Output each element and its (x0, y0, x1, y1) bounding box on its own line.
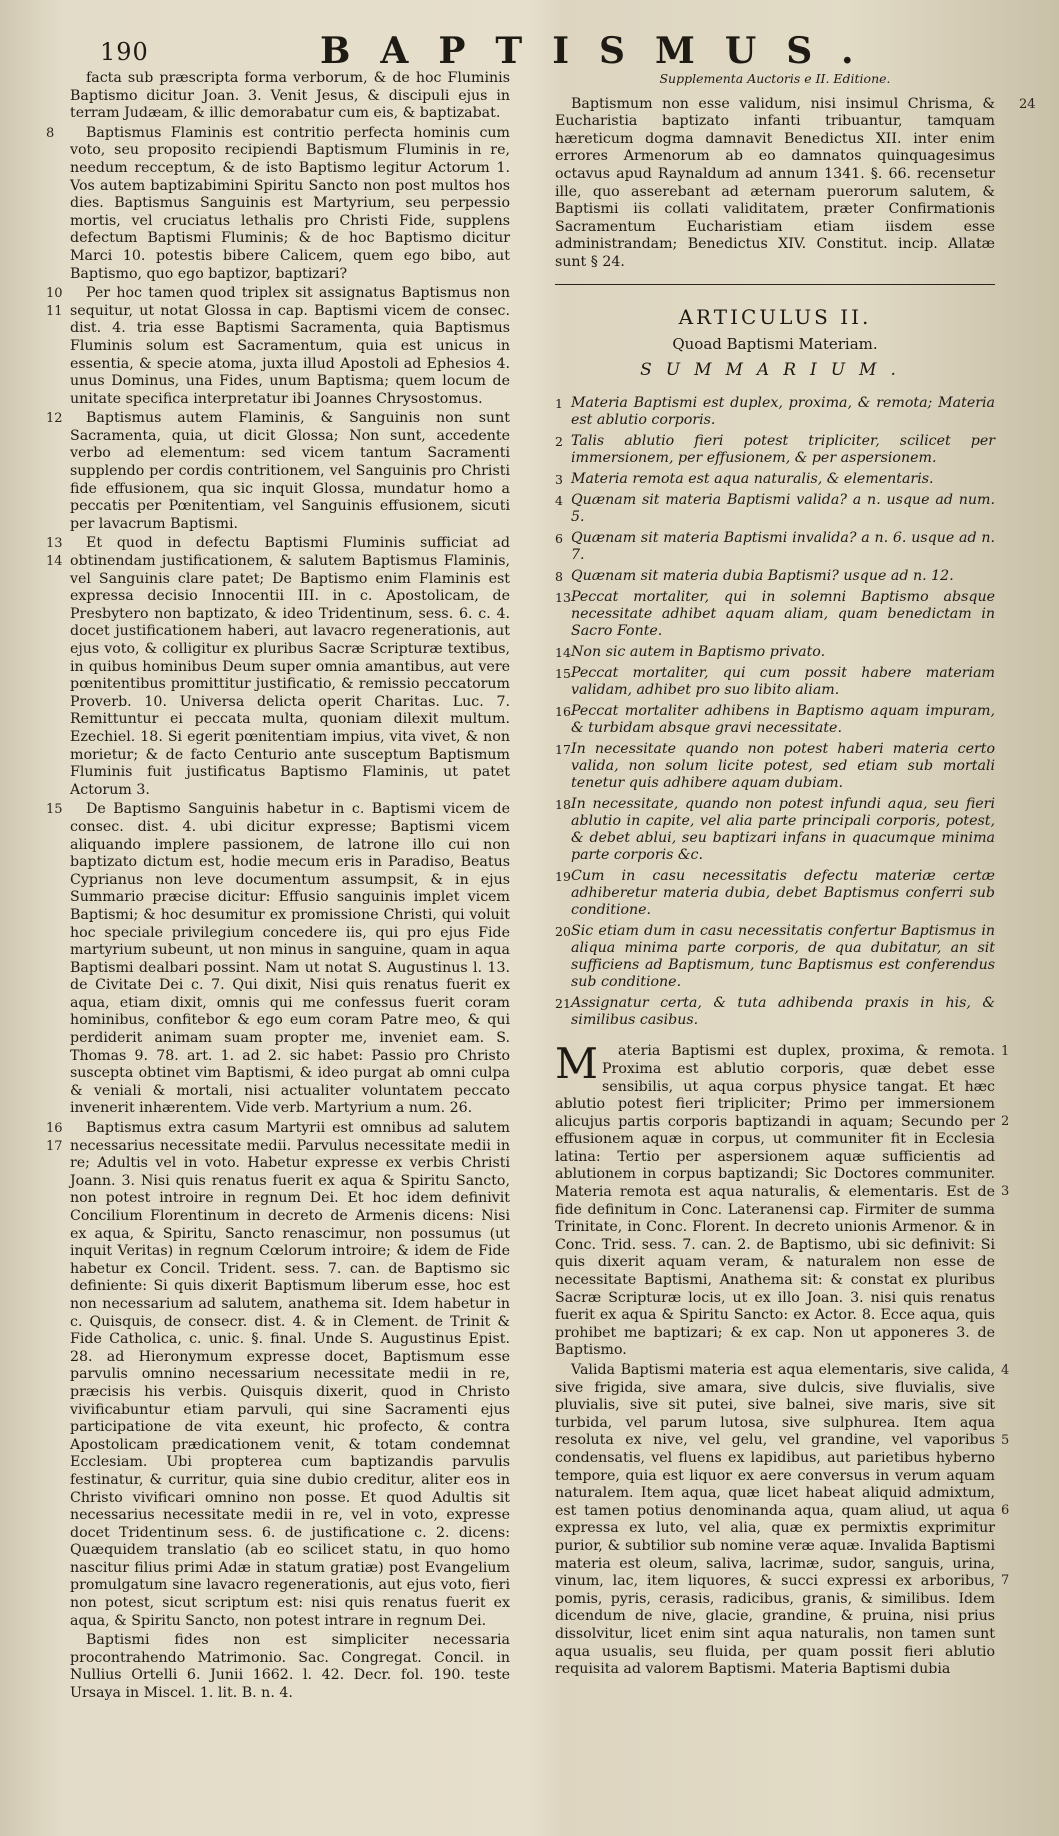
right-column (555, 70, 1036, 1681)
summary-item-number: 18 (555, 797, 571, 813)
line-marker: 15 (46, 802, 63, 818)
body-paragraph: facta sub præscripta forma verborum, & de hoc Fluminis Baptismo dicitur Joan. 3. Venit Jesus, & discipuli ejus in terram Judæam, & illic demorabatur cum eis, & baptizabat. (70, 70, 510, 122)
summary-item-text: Quænam sit materia Baptismi valida? a n. usque ad num. 5. (571, 492, 995, 526)
summary-item-number: 4 (555, 493, 563, 509)
line-marker: 13 (46, 536, 63, 552)
body-paragraph: 4 5 6 7 Valida Baptismi materia est aqua elementaris, sive calida, sive frigida, sive amara, sive dulcis, sive fluvialis, sive pluvialis, sive sit putei, sive balnei, sive maris, sive sit turbida, vel parum lutosa, sive sulphurea. Item aqua resoluta ex nive, vel gelu, vel grandine, vel vaporibus condensatis, vel fluens ex lapidibus, aut parietibus hyberno tempore, quia est liquor ex aere conversus in verum aquam naturalem. Item aqua, quæ licet habeat aliquid admixtum, est tamen potius denominanda aqua, quam aliud, ut aqua expressa ex luto, vel alia, quæ ex permixtis exprimitur purior, & subtilior sub nomine veræ aquæ. Invalida Baptismi materia est oleum, saliva, lacrimæ, sudor, sanguis, urina, vinum, lac, item liquores, & succi expressi ex arboribus, pomis, pyris, cerasis, radicibus, granis, & similibus. Idem dicendum de nive, glacie, grandine, & pruina, nisi prius dissolvitur, licet enim sint aqua naturalis, non tamen sunt aqua usualis, seu fluida, per quam possit fieri ablutio requisita ad valorem Baptismi. Materia Baptismi dubia (555, 1362, 1010, 1678)
summary-item (555, 395, 995, 429)
body-paragraph: Baptismi fides non est simpliciter necessaria procontrahendo Matrimonio. Sac. Congregat. Concil. in Nullius Ortelli 6. Junii 1662. l. 42. Decr. fol. 190. teste Ursaya in Miscel. 1. lit. B. n. 4. (70, 1632, 510, 1702)
summary-item (555, 741, 995, 792)
summary-item (555, 665, 995, 699)
summary-item-text: Assignatur certa, & tuta adhibenda praxis in his, & similibus casibus. (571, 995, 995, 1029)
line-marker: 5 (1001, 1433, 1010, 1448)
line-marker: 11 (46, 304, 63, 320)
page-number: 190 (100, 38, 149, 66)
summary-item-text: Peccat mortaliter, qui in solemni Baptismo absque necessitate adhibet aquam aliam, quam benedictam in Sacro Fonte. (571, 589, 995, 640)
body-paragraph: 1 2 3 ateria Baptismi est duplex, proxima, & remota. Proxima est ablutio corporis, quæ debet esse sensibilis, ut aqua corpus physice tangat. Et hæc ablutio potest fieri tripliciter; Primo per immersionem alicujus partis corporis baptizandi in aquam; Secundo per effusionem aquæ in corpus, ut communiter fit in Ecclesia latina: Tertio per aspersionem aquæ sufficientis ad ablutionem in corpus baptizandi; Sic Doctores communiter. Materia remota est aqua naturalis, & elementaris. Est de fide definitum in Conc. Lateranensi cap. Firmiter de summa Trinitate, in Conc. Florent. In decreto unionis Armenor. & in Conc. Trid. sess. 7. can. 2. de Baptismo, ubi sic definivit: Si quis dixerit aquam veram, & naturalem non esse de necessitate Baptismi, Anathema sit: & constat ex pluribus Sacræ Scripturæ locis, ut ex illo Joan. 3. nisi quis renatus fuerit ex aqua & Spiritu Sancto: ex Actor. 8. Ecce aqua, quis prohibet me baptizari; & ex cap. Non ut apponeres 3. de Baptismo. (555, 1043, 1010, 1359)
summary-item-text: Materia remota est aqua naturalis, & elementaris. (571, 471, 934, 488)
line-marker: 16 (46, 1121, 63, 1137)
summary-item-text: Peccat mortaliter adhibens in Baptismo aquam impuram, & turbidam absque gravi necessitate. (571, 703, 995, 737)
body-paragraph: 8 Baptismus Flaminis est contritio perfecta hominis cum voto, seu proposito recipiendi Baptismum Fluminis in re, needum recceptum, & de isto Baptismo legitur Actorum 1. Vos autem baptizabimini Spiritu Sancto non post multos hos dies. Baptismus Sanguinis est Martyrium, seu perpessio mortis, vel cruciatus lethalis pro Christi Fide, supplens defectum Baptismi Fluminis; & de hoc Baptismo dicitur Marci 10. potestis bibere Calicem, quem ego bibo, aut Baptismo, quo ego baptizor, baptizari? (70, 125, 510, 283)
running-title: BAPTISMUS. (320, 30, 884, 72)
line-marker: 6 (1001, 1503, 1010, 1518)
page-header (0, 28, 1059, 72)
summary-item-text: In necessitate quando non potest haberi materia certo valida, non solum licite potest, sed etiam sub mortali tenetur quis adhibere aquam dubiam. (571, 741, 995, 792)
summary-item-text: Cum in casu necessitatis defectu materiæ certæ adhiberetur materia dubia, debet Baptismus conferri sub conditione. (571, 868, 995, 919)
summary-item (555, 471, 995, 488)
summary-item (555, 530, 995, 564)
summary-item (555, 703, 995, 737)
body-paragraph: 13 14 Et quod in defectu Baptismi Fluminis sufficiat ad obtinendam justificationem, & salutem Baptismus Flaminis, vel Sanguinis clare patet; De Baptismo enim Flaminis est expressa decisio Innocentii III. in c. Apostolicam, de Presbytero non baptizato, & ideo Tridentinum, sess. 6. c. 4. docet justificationem haberi, aut lavacro regenerationis, aut ejus voto, & colligitur ex pluribus Sacræ Scripturæ textibus, in quibus hominibus Deum super omnia amantibus, aut vere pœnitentibus promittitur justificatio, & remissio peccatorum Proverb. 10. Universa delicta operit Charitas. Luc. 7. Remittuntur ei peccata multa, quoniam dilexit multum. Ezechiel. 18. Si egerit pœnitentiam impius, vita vivet, & non morietur; & de facto Centurio ante susceptum Baptismum Fluminis fuit justificatus Baptismo Flaminis, ut patet Actorum 3. (70, 535, 510, 799)
line-marker: 2 (1001, 1114, 1010, 1130)
summary-list (555, 395, 995, 1029)
summary-item-text: Talis ablutio fieri potest tripliciter, scilicet per immersionem, per effusionem, & per aspersionem. (571, 433, 995, 467)
summary-item-text: Peccat mortaliter, qui cum possit habere materiam validam, adhibet pro suo libito aliam. (571, 665, 995, 699)
summary-item (555, 568, 995, 585)
article-subheading: Quoad Baptismi Materiam. (672, 335, 878, 354)
summary-item (555, 433, 995, 467)
summary-item-number: 20 (555, 924, 571, 940)
summary-item-text: Quænam sit materia dubia Baptismi? usque ad n. 12. (571, 568, 954, 585)
summary-item-number: 21 (555, 996, 571, 1012)
summary-item-number: 17 (555, 742, 571, 758)
line-marker: 7 (1001, 1573, 1010, 1588)
summary-item-number: 19 (555, 869, 571, 885)
line-marker: 17 (46, 1139, 63, 1155)
summary-item (555, 995, 995, 1029)
summary-item (555, 589, 995, 640)
article-heading: ARTICULUS II. (678, 304, 872, 329)
left-column (46, 70, 510, 1705)
summary-item (555, 492, 995, 526)
body-paragraph: 12 Baptismus autem Flaminis, & Sanguinis non sunt Sacramenta, quia, ut dicit Glossa; Non sunt, accedente verbo ad elementum: sed vicem tantum Sacramenti supplendo per cordis contritionem, vel Sanguinis pro Christi fide effusionem, qua sic inquit Glossa, mundatur homo a peccatis per Pœnitentiam, vel Sanguinis effusionem, sicuti per lavacrum Baptismi. (70, 410, 510, 533)
line-marker: 14 (46, 554, 63, 570)
summary-item (555, 796, 995, 864)
article-body (555, 1039, 1010, 1678)
summary-item-text: Materia Baptismi est duplex, proxima, & remota; Materia est ablutio corporis. (571, 395, 995, 429)
summary-item (555, 644, 995, 661)
summary-item (555, 923, 995, 991)
summary-item-number: 16 (555, 704, 571, 720)
summary-item-number: 1 (555, 396, 563, 412)
summary-item (555, 868, 995, 919)
line-marker: 12 (46, 411, 63, 427)
summary-item-number: 6 (555, 531, 563, 547)
line-marker: 8 (46, 125, 55, 141)
summary-item-number: 15 (555, 666, 571, 682)
summary-item-number: 14 (555, 645, 571, 661)
body-paragraph: 15 De Baptismo Sanguinis habetur in c. Baptismi vicem de consec. dist. 4. ubi dicitur expresse; Baptismi vicem aliquando implere passionem, de latrone illo cui non baptizato dictum est, hodie mecum eris in Paradiso, Beatus Cyprianus non leve documentum assumpsit, & in ejus Summario præcise dicitur: Effusio sanguinis implet vicem Baptismi; & hoc desumitur ex promissione Christi, qui voluit hoc speciale privilegium concedere iis, qui pro ejus Fide martyrium subeunt, ut non minus in sanguine, quam in aqua Baptismi dealbari possint. Nam ut notat S. Augustinus l. 13. de Civitate Dei c. 7. Qui dixit, Nisi quis renatus fuerit ex aqua, etiam dixit, omnis qui me confessus fuerit coram hominibus, confitebor & ego eum coram Patre meo, & qui perdiderit animam suam propter me, inveniet eam. S. Thomas 9. 78. art. 1. ad 2. sic habet: Passio pro Christo suscepta obtinet vim Baptismi, & ideo purgat ab omni culpa & veniali & mortali, nisi actualiter voluntatem peccato invenerit inhærentem. Vide verb. Martyrium a num. 26. (70, 801, 510, 1118)
drop-cap: M (555, 1039, 599, 1089)
summary-item-text: Quænam sit materia Baptismi invalida? a n. 6. usque ad n. 7. (571, 530, 995, 564)
body-paragraph: 10 11 Per hoc tamen quod triplex sit assignatus Baptismus non sequitur, ut notat Glossa in cap. Baptismi vicem de consec. dist. 4. tria esse Baptismi Sacramenta, quia Baptismus Fluminis solum est Sacramentum, quia est unicus in essentia, & specie atoma, juxta illud Apostoli ad Ephesios 4. unus Dominus, una Fides, unum Baptisma; quem locum de unitate specifica interpretatur ibi Joannes Chrysostomus. (70, 285, 510, 408)
supplement-title: Supplementa Auctoris e II. Editione. (659, 71, 891, 86)
summary-item-number: 13 (555, 590, 571, 606)
summary-item-number: 2 (555, 434, 563, 450)
summary-heading: SUMMARIUM. (640, 359, 910, 380)
summary-item-text: In necessitate, quando non potest infundi aqua, seu fieri ablutio in capite, vel alia parte principali corporis, potest, & debet ablui, seu baptizari infans in quacumque minima parte corporis &c. (571, 796, 995, 864)
line-marker: 3 (1001, 1184, 1010, 1200)
summary-item-number: 8 (555, 569, 563, 585)
summary-item-text: Non sic autem in Baptismo privato. (571, 644, 826, 661)
line-marker: 24 (1019, 96, 1036, 112)
summary-item-text: Sic etiam dum in casu necessitatis confertur Baptismus in aliqua minima parte corporis, de qua dubitatur, an sit sufficiens ad Baptismum, tunc Baptismus est conferendus sub conditione. (571, 923, 995, 991)
section-divider (555, 284, 995, 285)
line-marker: 10 (46, 286, 63, 302)
supplement-paragraph: 24 Baptismum non esse validum, nisi insimul Chrisma, & Eucharistia baptizato infanti tribuantur, tamquam hæreticum dogma damnavit Benedictus XII. inter enim errores Armenorum ab eo damnatos quinquagesimus octavus apud Raynaldum ad annum 1341. §. 66. recensetur ille, quo asserebant ad æternam puerorum salutem, & Baptismi iis collati validitatem, præter Confirmationis Sacramentum Eucharistiam etiam iisdem esse administrandam; Benedictus XIV. Constitut. incip. Allatæ sunt § 24. (555, 95, 1036, 270)
summary-item-number: 3 (555, 472, 563, 488)
line-marker: 1 (1001, 1044, 1010, 1060)
line-marker: 4 (1001, 1363, 1010, 1378)
body-paragraph: 16 17 Baptismus extra casum Martyrii est omnibus ad salutem necessarius necessitate medii. Parvulus necessitate medii in re; Adultis vel in voto. Habetur expresse ex verbis Christi Joann. 3. Nisi quis renatus fuerit ex aqua & Spiritu Sancto, non potest introire in regnum Dei. Et hoc idem definivit Concilium Florentinum in decreto de Armenis dicens: Nisi ex aqua, & Spiritu, Sancto renascimur, non possumus (ut inquit Veritas) in regnum Cœlorum introire; & idem de Fide habetur ex Concil. Trident. sess. 7. can. de Baptismo sic definiente: Si quis dixerit Baptismum liberum esse, hoc est non necessarium ad salutem, anathema sit. Idem habetur in c. Quisquis, de consecr. dist. 4. & in Clement. de Trinit & Fide Catholica, c. unic. §. final. Unde S. Augustinus Epist. 28. ad Hieronymum expresse docet, Baptismum esse parvulis omnino necessarium necessitate medii in re, præcisis his verbis. Quisquis dixerit, quod in Christo vivificabuntur etiam parvuli, qui sine Sacramenti ejus participatione de vita exeunt, hic profecto, & contra Apostolicam prædicationem venit, & totam condemnat Ecclesiam. Ubi propterea cum baptizandis parvulis festinatur, & curritur, quia sine dubio creditur, aliter eos in Christo vivificari omnino non posse. Et quod Adultis sit necessarius necessitate medii in re, vel in voto, expresse docet Tridentinum sess. 6. de justificatione c. 2. dicens: Quæquidem translatio (ab eo scilicet statu, in quo homo nascitur filius primi Adæ in statum gratiæ) post Evangelium promulgatum sine lavacro regenerationis, aut ejus voto, fieri non potest, sicut scriptum est: nisi quis renatus fuerit ex aqua, & Spiritu Sancto, non potest intrare in regnum Dei. (70, 1120, 510, 1630)
